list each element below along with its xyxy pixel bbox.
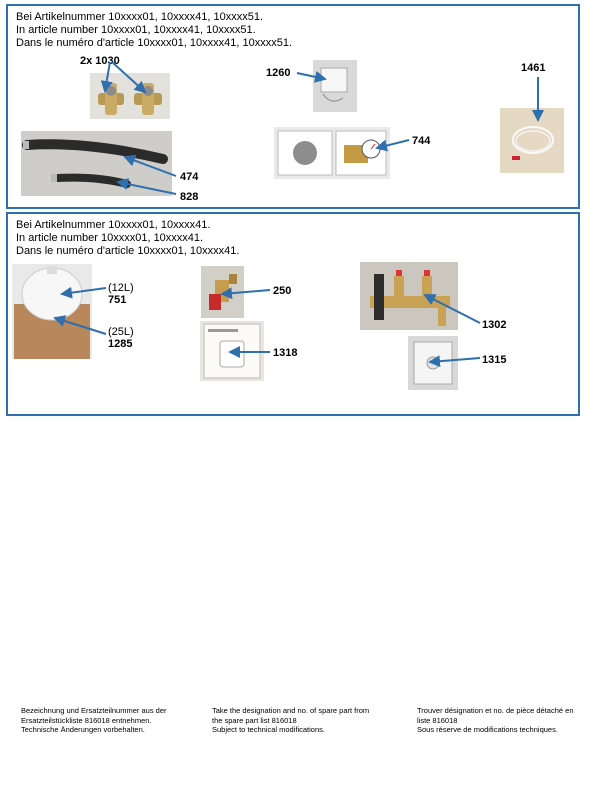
hoses-photo — [21, 131, 172, 196]
section-header — [16, 219, 239, 258]
footer-fr-line: Sous réserve de modifications techniques. — [417, 725, 558, 734]
manifold-photo — [360, 262, 458, 330]
footer-en-line: Subject to technical modifications. — [212, 725, 325, 734]
label-tank-25-size: (25L) — [108, 326, 134, 338]
gauge-kit-photo — [274, 127, 390, 179]
label-hose-long: 474 — [180, 171, 199, 183]
footer-de-line: Ersatzteilstückliste 816018 entnehmen. — [21, 715, 152, 725]
manifold-image — [360, 262, 458, 330]
valves-photo — [90, 73, 170, 119]
label-thermostat: 1315 — [482, 354, 507, 366]
footer-en-line: the spare part list 816018 — [212, 715, 297, 725]
header-line-en: In article number 10xxxx01, 10xxxx41, 10xxxx51. — [16, 24, 256, 36]
label-manifold: 1302 — [482, 319, 507, 331]
section-selected-models — [6, 212, 580, 416]
footer-de-line: Technische Änderungen vorbehalten. — [21, 725, 145, 734]
header-line-en: In article number 10xxxx01, 10xxxx41. — [16, 232, 204, 244]
label-small-box: 1260 — [266, 67, 291, 79]
footer-fr-line: liste 816018 — [417, 715, 458, 725]
footer-en-line: Take the designation and no. of spare part from — [212, 706, 370, 715]
thermostat-image — [408, 336, 458, 390]
thermostat-photo — [408, 336, 458, 390]
label-tank-12-size: (12L) — [108, 282, 134, 294]
safety-valve-photo — [201, 266, 244, 318]
small-box-photo — [313, 60, 357, 112]
label-tank-25: 1285 — [108, 338, 133, 350]
expansion-tank-image — [12, 264, 92, 359]
expansion-tank-photo — [12, 264, 92, 359]
footer-en — [212, 706, 387, 735]
header-line-de: Bei Artikelnummer 10xxxx01, 10xxxx41. — [16, 219, 211, 231]
label-cable: 1461 — [521, 62, 546, 74]
header-line-fr: Dans le numéro d'article 10xxxx01, 10xxxx41, 10xxxx51. — [16, 37, 293, 49]
footer-fr-line: Trouver désignation et no. de pièce détaché en — [417, 706, 574, 715]
cable-photo — [500, 108, 564, 173]
gauge-kit-image — [274, 127, 390, 179]
label-gauge: 744 — [412, 135, 431, 147]
small-box-image — [313, 60, 357, 112]
header-line-de: Bei Artikelnummer 10xxxx01, 10xxxx41, 10xxxx51. — [16, 11, 264, 23]
footer-de-line: Bezeichnung und Ersatzteilnummer aus der — [21, 706, 167, 715]
label-safety-valve: 250 — [273, 285, 292, 297]
section-header — [16, 11, 292, 50]
label-hose-short: 828 — [180, 191, 199, 203]
manual-image — [200, 321, 264, 381]
label-tank-12: 751 — [108, 294, 127, 306]
footer-fr — [417, 706, 592, 735]
cable-image — [500, 108, 564, 173]
valves-image — [90, 73, 170, 119]
label-valves: 2x 1030 — [80, 55, 120, 67]
hoses-image — [21, 131, 172, 196]
label-manual: 1318 — [273, 347, 298, 359]
footer-de — [21, 706, 196, 735]
safety-valve-image — [201, 266, 244, 318]
manual-photo — [200, 321, 264, 381]
header-line-fr: Dans le numéro d'article 10xxxx01, 10xxxx41. — [16, 245, 240, 257]
